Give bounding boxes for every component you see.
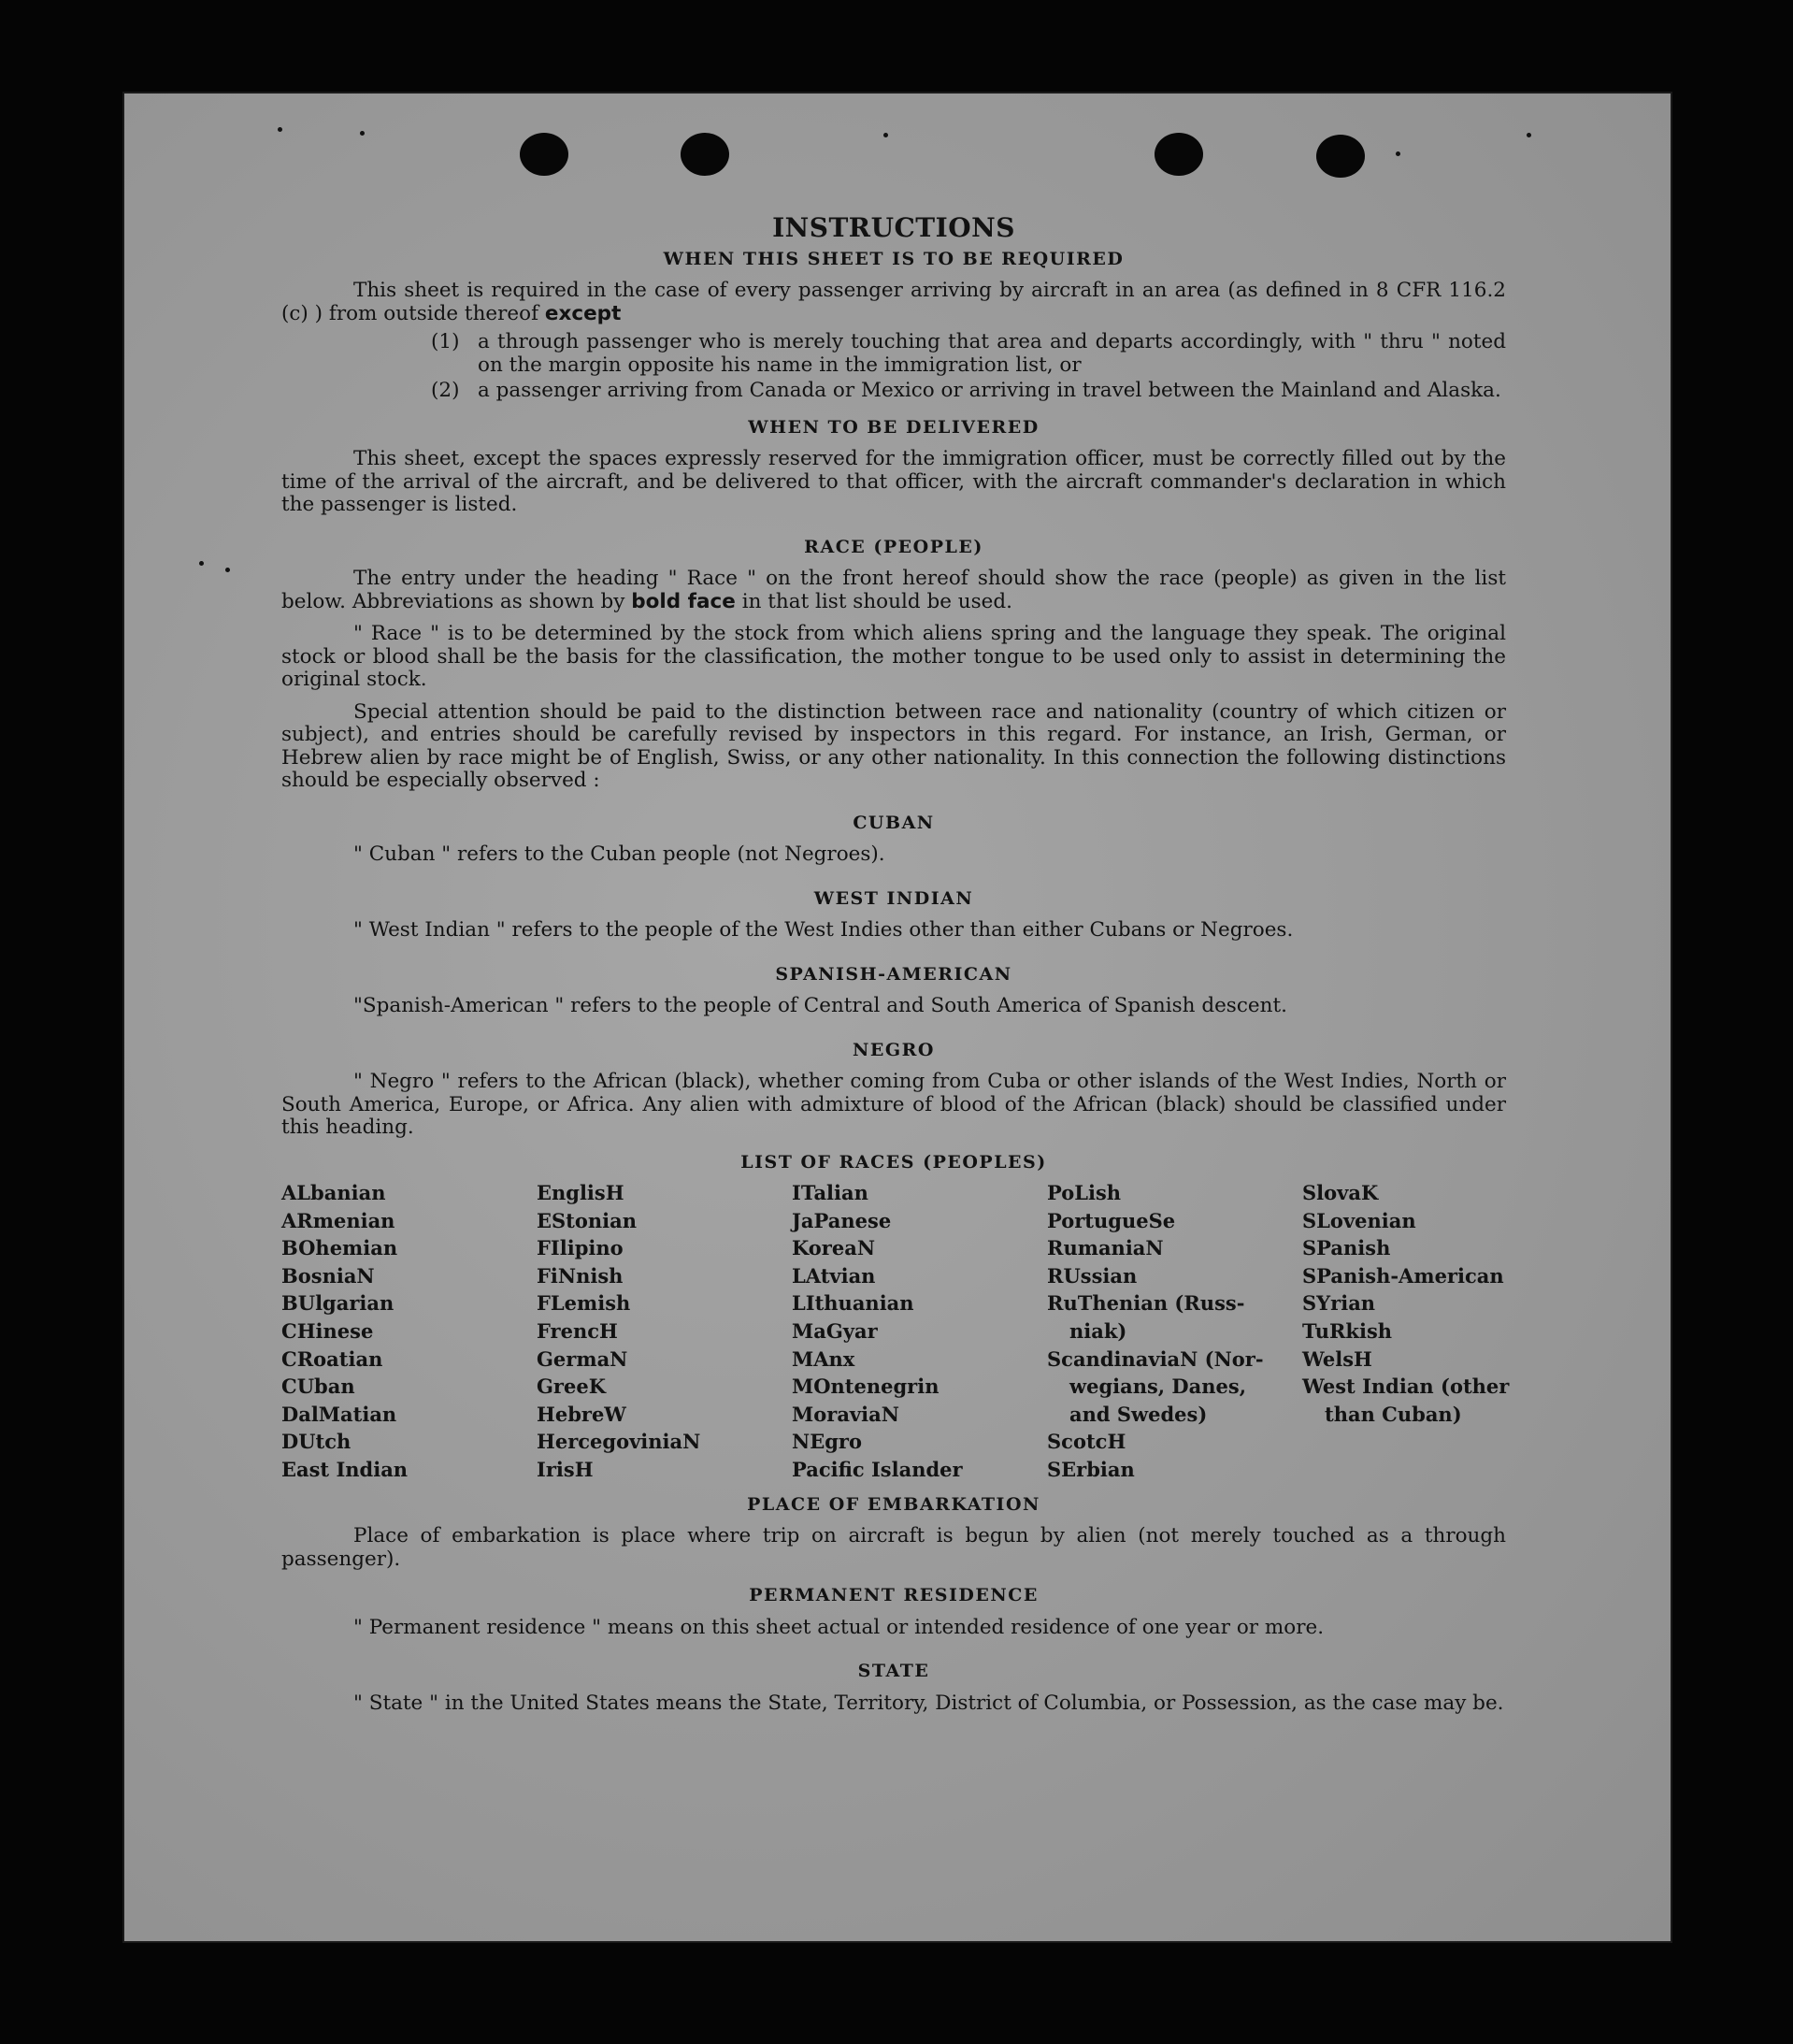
races-list xyxy=(281,1179,1510,1484)
heading-state: STATE xyxy=(857,1661,930,1682)
race-entry: IrisH xyxy=(537,1457,594,1481)
race-entry: MaGyar xyxy=(792,1318,878,1343)
keyword-except: except xyxy=(544,301,622,325)
race-entry: PoLish xyxy=(1047,1181,1122,1204)
races-column-1 xyxy=(281,1179,537,1484)
paragraph-when-required xyxy=(281,280,1506,325)
race-entry: West Indian (other xyxy=(1302,1375,1510,1399)
heading-permanent-residence: PERMANENT RESIDENCE xyxy=(749,1585,1039,1606)
race-entry: FrencH xyxy=(537,1318,618,1343)
item-text: a passenger arriving from Canada or Mexico or arriving in travel between the Mainland and Alaska. xyxy=(478,379,1501,402)
race-entry-continued: and Swedes) xyxy=(1069,1402,1208,1426)
heading-negro: NEGRO xyxy=(853,1039,935,1060)
race-p1-after: in that list should be used. xyxy=(741,589,1012,613)
paragraph-embarkation: Place of embarkation is place where trip on aircraft is begun by alien (not merely touched as a through passenger). xyxy=(281,1524,1506,1571)
race-entry: SPanish xyxy=(1302,1236,1391,1260)
race-entry: RuThenian (Russ- xyxy=(1047,1291,1245,1316)
race-entry: KoreaN xyxy=(792,1236,876,1260)
race-entry: EStonian xyxy=(537,1208,637,1232)
race-entry: ScandinaviaN (Nor- xyxy=(1047,1346,1264,1371)
when-required-intro: This sheet is required in the case of every passenger arriving by aircraft in an area (as defined in 8 CFR 116.2 (c) ) from outside thereof xyxy=(281,279,1506,325)
race-entry: MoraviaN xyxy=(792,1402,899,1426)
list-item xyxy=(281,331,1506,377)
races-column-5 xyxy=(1302,1179,1557,1484)
race-entry: LIthuanian xyxy=(792,1291,914,1316)
races-column-3 xyxy=(792,1179,1047,1484)
page-title: INSTRUCTIONS xyxy=(772,212,1015,243)
race-entry: FLemish xyxy=(537,1291,631,1316)
paragraph-cuban: " Cuban " refers to the Cuban people (not Negroes). xyxy=(353,842,885,866)
race-p1-before: The entry under the heading " Race " on the front hereof should show the race (people) as given in the list below. Abbreviations as shown by xyxy=(281,567,1506,613)
paragraph-race-3: Special attention should be paid to the distinction between race and nationality (country of which citizen or subject), and entries should be carefully revised by inspectors in this regard. For instance, an Irish, German, or Hebrew alien by race might be of English, Swiss, or any other nationality. In this connection the following distinctions should be especially observed : xyxy=(281,699,1506,792)
heading-when-delivered: WHEN TO BE DELIVERED xyxy=(748,416,1040,438)
race-entry: BUlgarian xyxy=(281,1291,394,1316)
heading-when-required: WHEN THIS SHEET IS TO BE REQUIRED xyxy=(663,248,1125,269)
paragraph-negro: " Negro " refers to the African (black), whether coming from Cuba or other islands of the West Indies, North or South America, Europe, or Africa. Any alien with admixture of blood of the African (black) should be classified under this heading. xyxy=(281,1070,1506,1139)
ink-speck xyxy=(1527,133,1531,137)
race-entry: ITalian xyxy=(792,1181,868,1204)
races-column-4 xyxy=(1047,1179,1302,1484)
race-entry: East Indian xyxy=(281,1457,409,1481)
race-entry: HercegoviniaN xyxy=(537,1430,701,1454)
ink-speck xyxy=(199,561,204,566)
heading-list-of-races: LIST OF RACES (PEOPLES) xyxy=(740,1151,1047,1173)
paragraph-state: " State " in the United States means the State, Territory, District of Columbia, or Possession, as the case may be. xyxy=(353,1691,1504,1715)
race-entry: CUban xyxy=(281,1375,355,1399)
race-entry: RumaniaN xyxy=(1047,1236,1164,1260)
race-entry: GreeK xyxy=(537,1375,606,1399)
race-entry: ALbanian xyxy=(281,1181,386,1204)
race-entry: EnglisH xyxy=(537,1181,624,1204)
race-entry-continued: wegians, Danes, xyxy=(1069,1375,1246,1399)
item-number: (1) xyxy=(431,330,460,353)
punch-hole xyxy=(1316,135,1365,178)
paragraph-race-2: " Race " is to be determined by the stock from which aliens spring and the language they speak. The original stock or blood shall be the basis for the classification, the mother tongue to be used only to assist in determining the original stock. xyxy=(281,622,1506,691)
race-entry: JaPanese xyxy=(792,1208,892,1232)
heading-cuban: CUBAN xyxy=(853,812,935,833)
item-number: (2) xyxy=(431,379,460,402)
race-entry-continued: than Cuban) xyxy=(1325,1402,1462,1426)
ink-speck xyxy=(278,127,282,132)
race-entry: CHinese xyxy=(281,1318,374,1343)
race-entry: MAnx xyxy=(792,1346,855,1371)
heading-embarkation: PLACE OF EMBARKATION xyxy=(747,1493,1040,1515)
ink-speck xyxy=(360,131,365,136)
ink-speck xyxy=(225,568,230,572)
race-entry: FiNnish xyxy=(537,1263,624,1288)
race-entry: ARmenian xyxy=(281,1208,395,1232)
race-entry: SPanish-American xyxy=(1302,1263,1504,1288)
race-entry: FIlipino xyxy=(537,1236,624,1260)
ink-speck xyxy=(1396,151,1400,156)
paragraph-permanent-residence: " Permanent residence " means on this sheet actual or intended residence of one year or more. xyxy=(353,1615,1325,1639)
race-entry: RUssian xyxy=(1047,1263,1138,1288)
race-entry: SlovaK xyxy=(1302,1181,1379,1204)
race-entry: SErbian xyxy=(1047,1457,1135,1481)
race-entry: CRoatian xyxy=(281,1346,383,1371)
race-entry: DalMatian xyxy=(281,1402,397,1426)
heading-spanish-american: SPANISH-AMERICAN xyxy=(775,963,1012,985)
keyword-bold-face: bold face xyxy=(631,589,736,613)
race-entry: BOhemian xyxy=(281,1236,398,1260)
punch-hole xyxy=(1155,133,1203,176)
punch-hole xyxy=(681,133,729,176)
race-entry: GermaN xyxy=(537,1346,628,1371)
race-entry: ScotcH xyxy=(1047,1430,1126,1454)
ink-speck xyxy=(883,133,888,137)
instructions-content xyxy=(281,212,1510,1715)
paragraph-west-indian: " West Indian " refers to the people of the West Indies other than either Cubans or Negroes. xyxy=(353,918,1294,942)
race-entry: TuRkish xyxy=(1302,1318,1393,1343)
race-entry: SLovenian xyxy=(1302,1208,1416,1232)
race-entry: HebreW xyxy=(537,1402,626,1426)
race-entry: LAtvian xyxy=(792,1263,876,1288)
race-entry: SYrian xyxy=(1302,1291,1376,1316)
race-entry: WelsH xyxy=(1302,1346,1372,1371)
paragraph-race-1 xyxy=(281,568,1506,613)
race-entry: Pacific Islander xyxy=(792,1457,963,1481)
heading-west-indian: WEST INDIAN xyxy=(813,887,974,909)
race-entry: MOntenegrin xyxy=(792,1375,940,1399)
race-entry: NEgro xyxy=(792,1430,862,1454)
punch-hole xyxy=(520,133,568,176)
race-entry-continued: niak) xyxy=(1069,1318,1127,1343)
item-text: a through passenger who is merely touching that area and departs accordingly, with " thru " noted on the margin opposite his name in the immigration list, or xyxy=(478,330,1506,377)
paragraph-when-delivered: This sheet, except the spaces expressly reserved for the immigration officer, must be correctly filled out by the time of the arrival of the aircraft, and be delivered to that officer, with the aircraft commander's declaration in which the passenger is listed. xyxy=(281,447,1506,516)
paragraph-spanish-american: "Spanish-American " refers to the people of Central and South America of Spanish descent. xyxy=(353,994,1287,1017)
race-entry: PortugueSe xyxy=(1047,1208,1176,1232)
races-column-2 xyxy=(537,1179,792,1484)
heading-race: RACE (PEOPLE) xyxy=(804,536,983,557)
list-item xyxy=(281,380,1506,403)
race-entry: DUtch xyxy=(281,1430,351,1454)
race-entry: BosniaN xyxy=(281,1263,375,1288)
